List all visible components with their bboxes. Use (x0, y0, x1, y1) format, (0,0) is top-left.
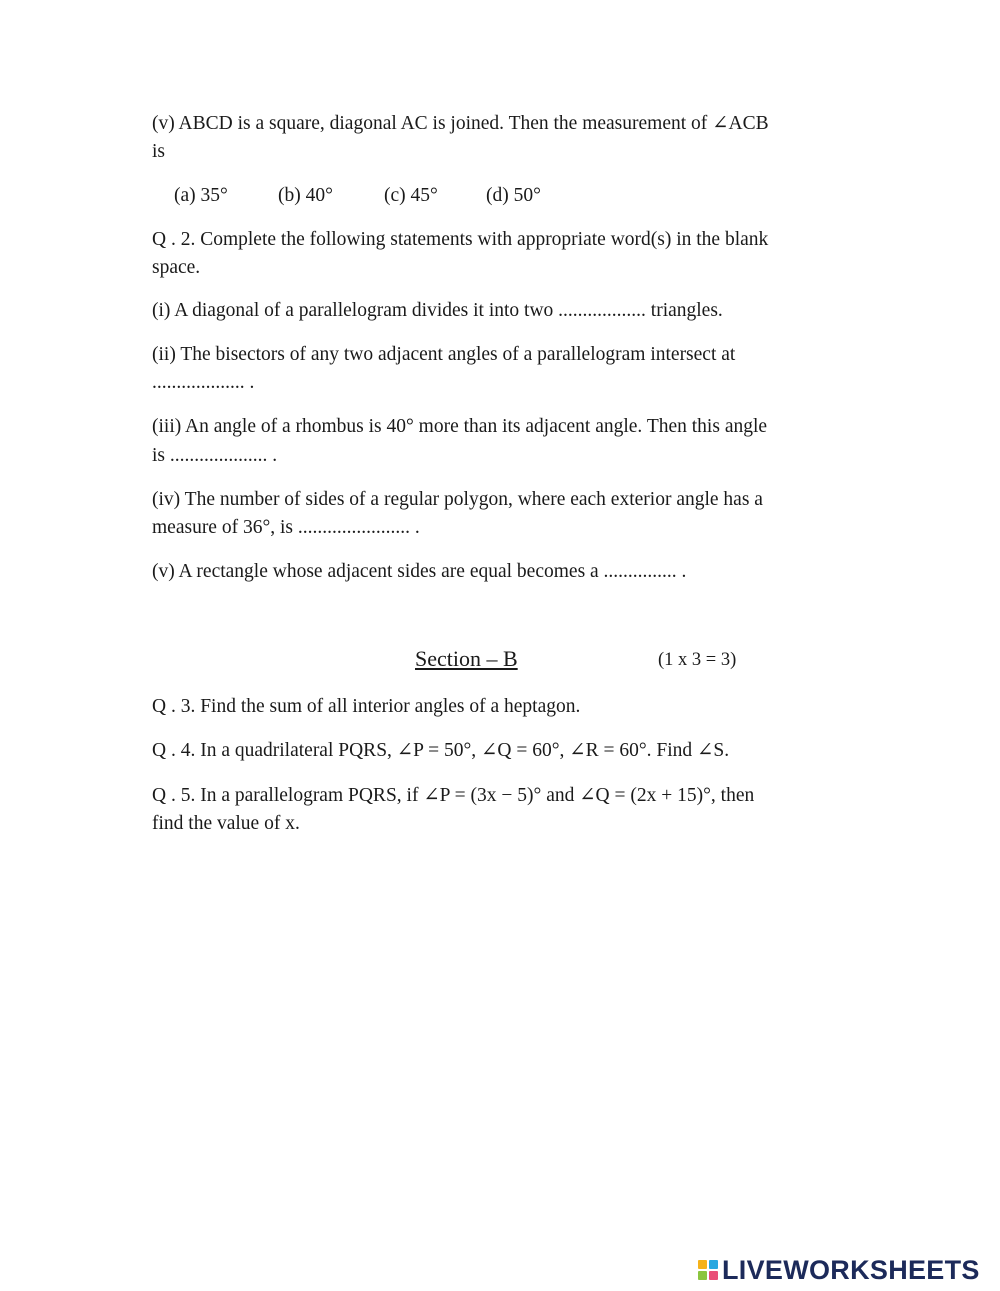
q1v-line1: (v) ABCD is a square, diagonal AC is joined. Then the measurement of ∠ACB (152, 113, 769, 134)
liveworksheets-logo (698, 1254, 980, 1286)
q2-iii-line2: is .................... . (152, 445, 278, 466)
q1v-option-a: (a) 35° (174, 185, 228, 206)
q5-line1: Q . 5. In a parallelogram PQRS, if ∠P = (3x − 5)° and ∠Q = (2x + 15)°, then (152, 785, 755, 806)
q1v-line2: is (152, 141, 166, 162)
liveworksheets-logo-text: LIVEWORKSHEETS (722, 1254, 980, 1285)
q2-line2: space. (152, 257, 201, 278)
q3: Q . 3. Find the sum of all interior angles of a heptagon. (152, 696, 581, 717)
q5-line2: find the value of x. (152, 813, 300, 834)
q2-iv-line1: (iv) The number of sides of a regular polygon, where each exterior angle has a (152, 489, 763, 510)
section-b-heading: Section – B (415, 646, 518, 671)
liveworksheets-logo-icon (698, 1260, 718, 1280)
q4: Q . 4. In a quadrilateral PQRS, ∠P = 50°, ∠Q = 60°, ∠R = 60°. Find ∠S. (152, 740, 730, 761)
q2-ii-line1: (ii) The bisectors of any two adjacent angles of a parallelogram intersect at (152, 344, 736, 365)
q2-iv-line2: measure of 36°, is ....................... . (152, 517, 420, 538)
q2-i: (i) A diagonal of a parallelogram divides it into two .................. triangles. (152, 300, 723, 321)
q2-ii-line2: ................... . (152, 372, 255, 393)
section-b-marks: (1 x 3 = 3) (658, 650, 737, 670)
q2-iii-line1: (iii) An angle of a rhombus is 40° more than its adjacent angle. Then this angle (152, 416, 768, 437)
q1v-option-c: (c) 45° (384, 185, 438, 206)
q2-v: (v) A rectangle whose adjacent sides are equal becomes a ............... . (152, 561, 687, 582)
q2-line1: Q . 2. Complete the following statements with appropriate word(s) in the blank (152, 229, 769, 250)
q1v-option-d: (d) 50° (486, 185, 541, 206)
q1v-option-b: (b) 40° (278, 185, 333, 206)
